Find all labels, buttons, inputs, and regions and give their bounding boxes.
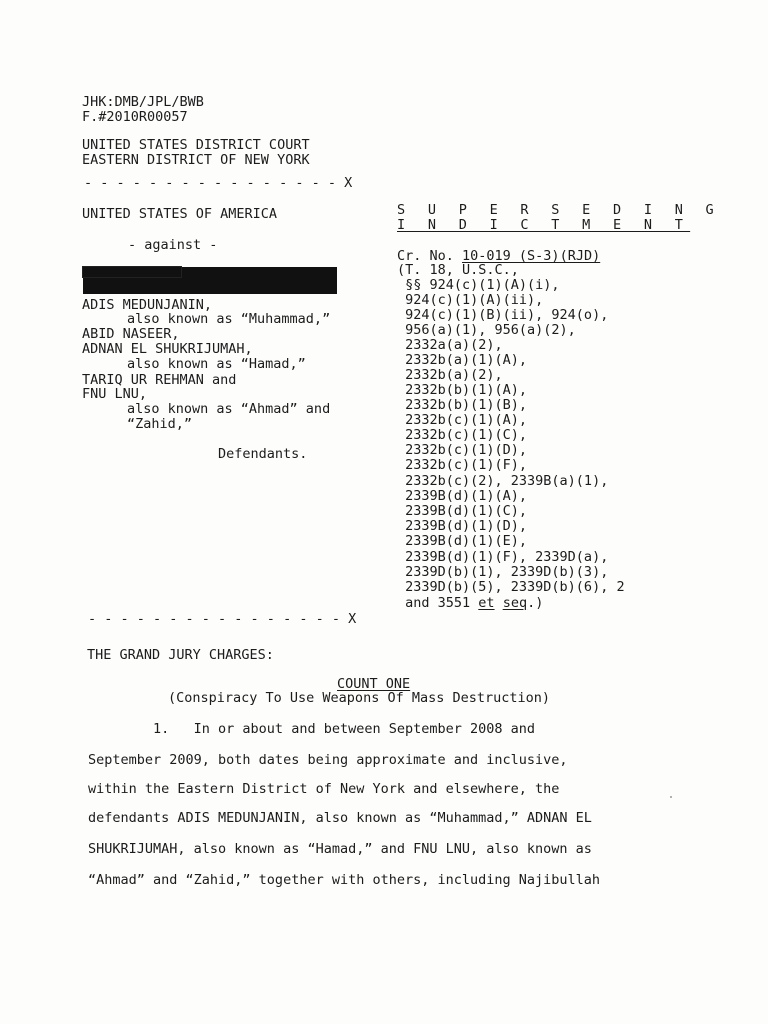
defendant-line: ABID NASEER, bbox=[82, 326, 180, 342]
plaintiff-name: UNITED STATES OF AMERICA bbox=[82, 206, 278, 222]
statute-line: 2339B(d)(1)(C), bbox=[397, 503, 528, 519]
file-number: F.#2010R00057 bbox=[82, 109, 188, 125]
statute-last-line bbox=[397, 596, 543, 611]
statute-line: 2332a(a)(2), bbox=[397, 337, 503, 353]
et-abbrev: et bbox=[478, 595, 495, 611]
statute-line: 2339B(d)(1)(D), bbox=[397, 518, 528, 534]
statute-line: §§ 924(c)(1)(A)(i), bbox=[397, 277, 560, 293]
against-label: - against - bbox=[128, 237, 218, 253]
seq-abbrev: seq bbox=[502, 595, 528, 611]
reference-initials: JHK:DMB/JPL/BWB bbox=[82, 94, 204, 110]
caption-divider-bottom: - - - - - - - - - - - - - - - - X bbox=[88, 611, 357, 627]
defendants-label: Defendants. bbox=[218, 446, 308, 462]
statute-line: 2332b(a)(1)(A), bbox=[397, 352, 528, 368]
paragraph-line: defendants ADIS MEDUNJANIN, also known as “Muhammad,” ADNAN EL bbox=[88, 810, 592, 826]
case-prefix: Cr. No. bbox=[397, 248, 463, 264]
defendant-line: FNU LNU, bbox=[82, 386, 148, 402]
case-number: 10-019 (S-3)(RJD) bbox=[462, 248, 601, 264]
statute-line: 924(c)(1)(A)(ii), bbox=[397, 292, 544, 308]
statute-line: 924(c)(1)(B)(ii), 924(o), bbox=[397, 307, 609, 323]
court-name: UNITED STATES DISTRICT COURT bbox=[82, 137, 310, 153]
statute-line: 2339D(b)(1), 2339D(b)(3), bbox=[397, 564, 609, 580]
statute-line: 2332b(b)(1)(B), bbox=[397, 397, 528, 413]
count-subtitle: (Conspiracy To Use Weapons Of Mass Destruction) bbox=[168, 690, 551, 706]
statute-last-prefix: and 3551 bbox=[397, 595, 479, 611]
statute-line: 2332b(c)(1)(C), bbox=[397, 427, 528, 443]
statute-line: 2339B(d)(1)(F), 2339D(a), bbox=[397, 549, 609, 565]
statute-line: 2332b(b)(1)(A), bbox=[397, 382, 528, 398]
statute-line: 2332b(c)(2), 2339B(a)(1), bbox=[397, 473, 609, 489]
paragraph-line: September 2009, both dates being approximate and inclusive, bbox=[88, 752, 568, 768]
space bbox=[495, 595, 503, 611]
statute-line: 2339B(d)(1)(A), bbox=[397, 488, 528, 504]
scan-speck bbox=[670, 796, 672, 798]
paragraph-line: 1. In or about and between September 2008 and bbox=[88, 721, 536, 737]
count-title: COUNT ONE bbox=[337, 676, 411, 692]
court-district: EASTERN DISTRICT OF NEW YORK bbox=[82, 152, 310, 168]
statute-line: 2332b(c)(1)(A), bbox=[397, 412, 528, 428]
indictment-title-line2: I N D I C T M E N T bbox=[397, 217, 691, 233]
paragraph-line: “Ahmad” and “Zahid,” together with others, including Najibullah bbox=[88, 872, 601, 888]
defendant-alias: also known as “Ahmad” and bbox=[127, 401, 331, 417]
statute-line: 2332b(a)(2), bbox=[397, 367, 503, 383]
grand-jury-intro: THE GRAND JURY CHARGES: bbox=[87, 647, 274, 663]
defendant-line: ADIS MEDUNJANIN, bbox=[82, 297, 213, 313]
statute-line: 2339B(d)(1)(E), bbox=[397, 533, 528, 549]
statute-line: 2339D(b)(5), 2339D(b)(6), 2 bbox=[397, 579, 625, 595]
caption-divider-top: - - - - - - - - - - - - - - - - X bbox=[84, 175, 353, 191]
defendant-line: TARIQ UR REHMAN and bbox=[82, 372, 237, 388]
statute-line: 956(a)(1), 956(a)(2), bbox=[397, 322, 576, 338]
paragraph-line: SHUKRIJUMAH, also known as “Hamad,” and FNU LNU, also known as bbox=[88, 841, 592, 857]
defendant-alias: “Zahid,” bbox=[127, 416, 193, 432]
redaction-bar bbox=[83, 267, 337, 294]
defendant-line: ADNAN EL SHUKRIJUMAH, bbox=[82, 341, 253, 357]
statute-last-suffix: .) bbox=[527, 595, 544, 611]
indictment-title-line1: S U P E R S E D I N G bbox=[397, 202, 721, 218]
paragraph-line: within the Eastern District of New York and elsewhere, the bbox=[88, 781, 560, 797]
defendant-alias: also known as “Muhammad,” bbox=[127, 311, 331, 327]
defendant-alias: also known as “Hamad,” bbox=[127, 356, 306, 372]
statute-line: 2332b(c)(1)(D), bbox=[397, 442, 528, 458]
statute-line: 2332b(c)(1)(F), bbox=[397, 457, 528, 473]
statute-line: (T. 18, U.S.C., bbox=[397, 262, 519, 278]
